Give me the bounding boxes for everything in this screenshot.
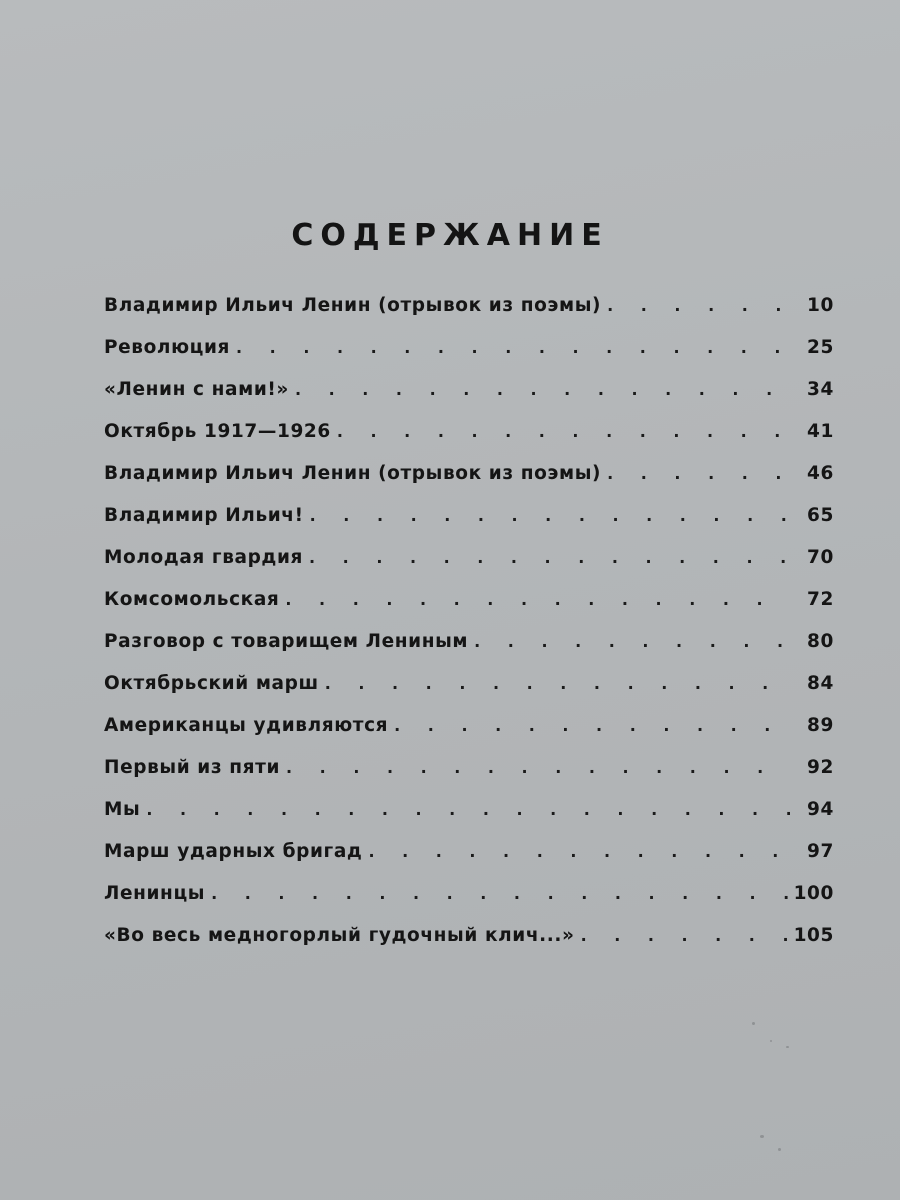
- toc-entry: [104, 537, 834, 579]
- page-title: СОДЕРЖАНИЕ: [291, 218, 609, 253]
- toc-entry-title: «Во весь медногорлый гудочный клич...»: [104, 925, 575, 946]
- toc-entry-title: «Ленин с нами!»: [104, 379, 289, 400]
- toc-entry: [104, 453, 834, 495]
- toc-entry: [104, 873, 834, 915]
- toc-entry-title: Владимир Ильич Ленин (отрывок из поэмы): [104, 295, 602, 316]
- toc-entry-title: Октябрь 1917—1926: [104, 421, 331, 442]
- dot-leader: [368, 831, 790, 873]
- paper-speck: [752, 1022, 755, 1025]
- toc-entry-page: 100: [793, 883, 834, 904]
- toc-entry: [104, 621, 834, 663]
- dot-leader: [607, 285, 790, 327]
- toc-entry-title: Мы: [104, 799, 141, 820]
- toc-entry-page: 41: [807, 421, 834, 442]
- toc-entry-page: 84: [807, 673, 834, 694]
- toc-entry: [104, 327, 834, 369]
- toc-entry-page: 80: [807, 631, 834, 652]
- toc-entry-title: Революция: [104, 337, 231, 358]
- dot-leader: [146, 789, 790, 831]
- dot-leader: [581, 915, 790, 957]
- toc-entry-page: 65: [807, 505, 834, 526]
- dot-leader: [309, 537, 790, 579]
- toc-entry: [104, 579, 834, 621]
- toc-entry-page: 97: [807, 841, 834, 862]
- toc-entry: [104, 705, 834, 747]
- dot-leader: [285, 579, 790, 621]
- toc-entry-page: 25: [807, 337, 834, 358]
- toc-entry-page: 92: [807, 757, 834, 778]
- toc-entry-page: 34: [807, 379, 834, 400]
- dot-leader: [286, 747, 790, 789]
- toc-entry: [104, 411, 834, 453]
- dot-leader: [337, 411, 790, 453]
- toc-entry-title: Владимир Ильич Ленин (отрывок из поэмы): [104, 463, 602, 484]
- toc-entry-page: 72: [807, 589, 834, 610]
- table-of-contents: [104, 285, 834, 957]
- toc-entry: [104, 285, 834, 327]
- toc-entry: [104, 789, 834, 831]
- toc-entry-title: Ленинцы: [104, 883, 206, 904]
- dot-leader: [295, 369, 790, 411]
- toc-entry: [104, 831, 834, 873]
- dot-leader: [607, 453, 790, 495]
- toc-entry: [104, 915, 834, 957]
- toc-entry-title: Октябрьский марш: [104, 673, 319, 694]
- toc-entry-page: 10: [807, 295, 834, 316]
- toc-entry-title: Американцы удивляются: [104, 715, 389, 736]
- toc-entry-title: Первый из пяти: [104, 757, 281, 778]
- paper-speck: [770, 1040, 772, 1042]
- toc-entry-title: Марш ударных бригад: [104, 841, 363, 862]
- toc-entry-title: Комсомольская: [104, 589, 280, 610]
- dot-leader: [394, 705, 790, 747]
- dot-leader: [236, 327, 790, 369]
- toc-entry-page: 105: [793, 925, 834, 946]
- toc-entry-title: Разговор с товарищем Лениным: [104, 631, 469, 652]
- paper-speck: [778, 1148, 781, 1151]
- dot-leader: [474, 621, 790, 663]
- paper-speck: [786, 1046, 789, 1048]
- toc-entry: [104, 369, 834, 411]
- toc-entry: [104, 663, 834, 705]
- toc-entry-page: 94: [807, 799, 834, 820]
- toc-entry-page: 89: [807, 715, 834, 736]
- toc-entry-page: 46: [807, 463, 834, 484]
- toc-entry: [104, 495, 834, 537]
- toc-entry-title: Владимир Ильич!: [104, 505, 304, 526]
- toc-entry: [104, 747, 834, 789]
- toc-entry-page: 70: [807, 547, 834, 568]
- dot-leader: [310, 495, 790, 537]
- dot-leader: [325, 663, 790, 705]
- paper-speck: [760, 1135, 764, 1138]
- dot-leader: [211, 873, 790, 915]
- toc-entry-title: Молодая гвардия: [104, 547, 304, 568]
